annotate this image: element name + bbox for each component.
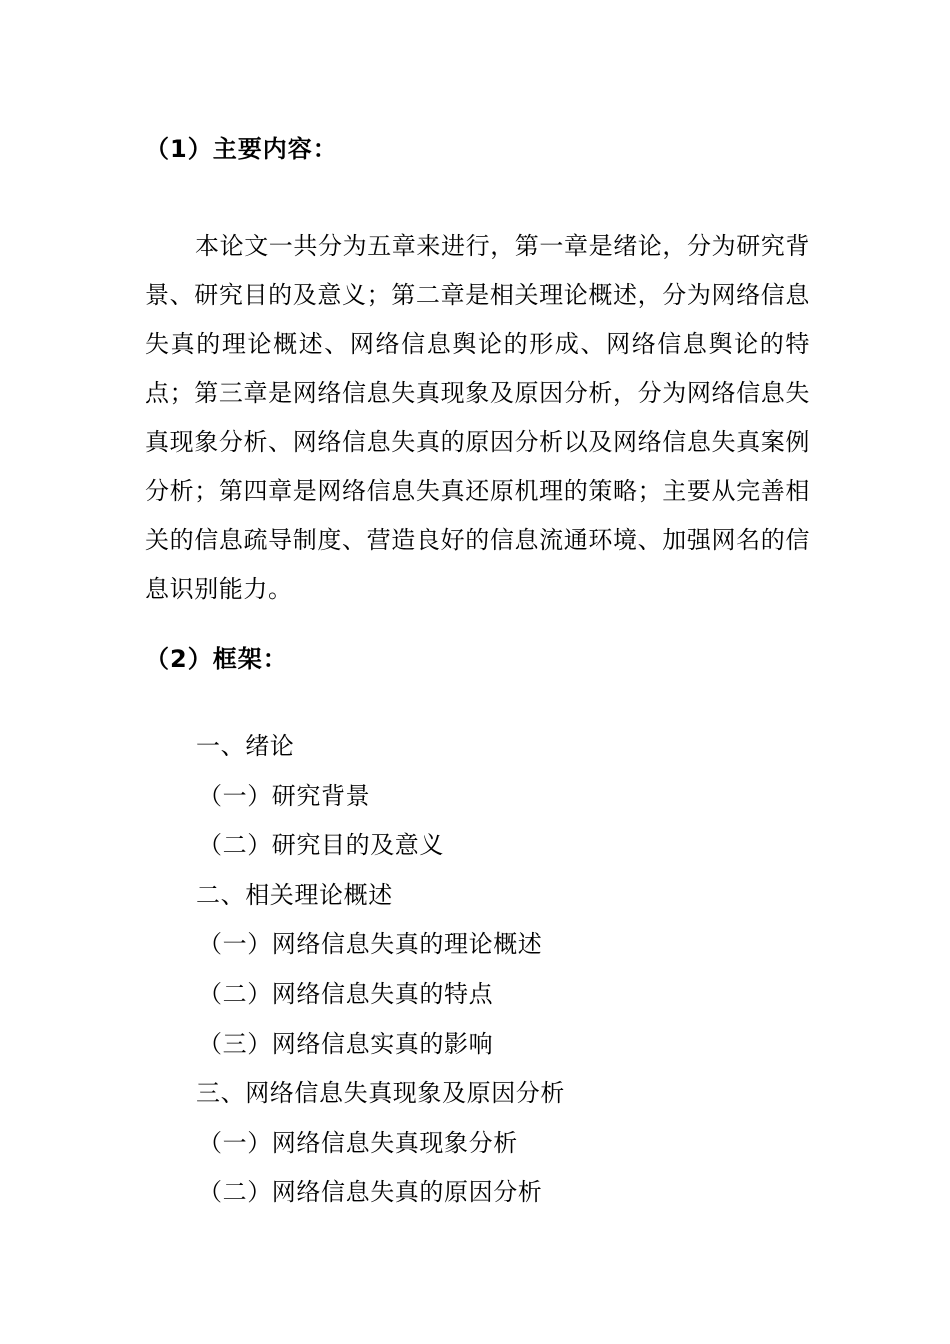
outline-chapter-2: 二、相关理论概述 [196, 880, 393, 909]
outline-chapter-3: 三、网络信息失真现象及原因分析 [196, 1079, 565, 1108]
outline-item: （二）网络信息失真的原因分析 [198, 1178, 543, 1207]
outline-item: （三）网络信息实真的影响 [198, 1029, 494, 1058]
outline-item: （一）网络信息失真的理论概述 [198, 930, 543, 959]
section-heading-framework: （2）框架： [145, 645, 288, 673]
main-content-paragraph: 本论文一共分为五章来进行，第一章是绪论，分为研究背景、研究目的及意义；第二章是相关理论概述，分为网络信息失真的理论概述、网络信息舆论的形成、网络信息舆论的特点；第三章是网络信息失真现象及原因分析，分为网络信息失真现象分析、网络信息失真的原因分析以及网络信息失真案例分析；第四章是网络信息失真还原机理的策略；主要从完善相关的信息疏导制度、营造良好的信息流通环境、加强网名的信息识别能力。 [145, 232, 810, 603]
framework-outline [0, 728, 950, 1224]
outline-item: （一）研究背景 [198, 781, 371, 810]
outline-item: （二）研究目的及意义 [198, 831, 444, 860]
outline-chapter-1: 一、绪论 [196, 732, 295, 760]
section-heading-main-content: （1）主要内容： [145, 135, 338, 163]
outline-item: （二）网络信息失真的特点 [198, 979, 494, 1008]
outline-item: （一）网络信息失真现象分析 [198, 1128, 518, 1157]
